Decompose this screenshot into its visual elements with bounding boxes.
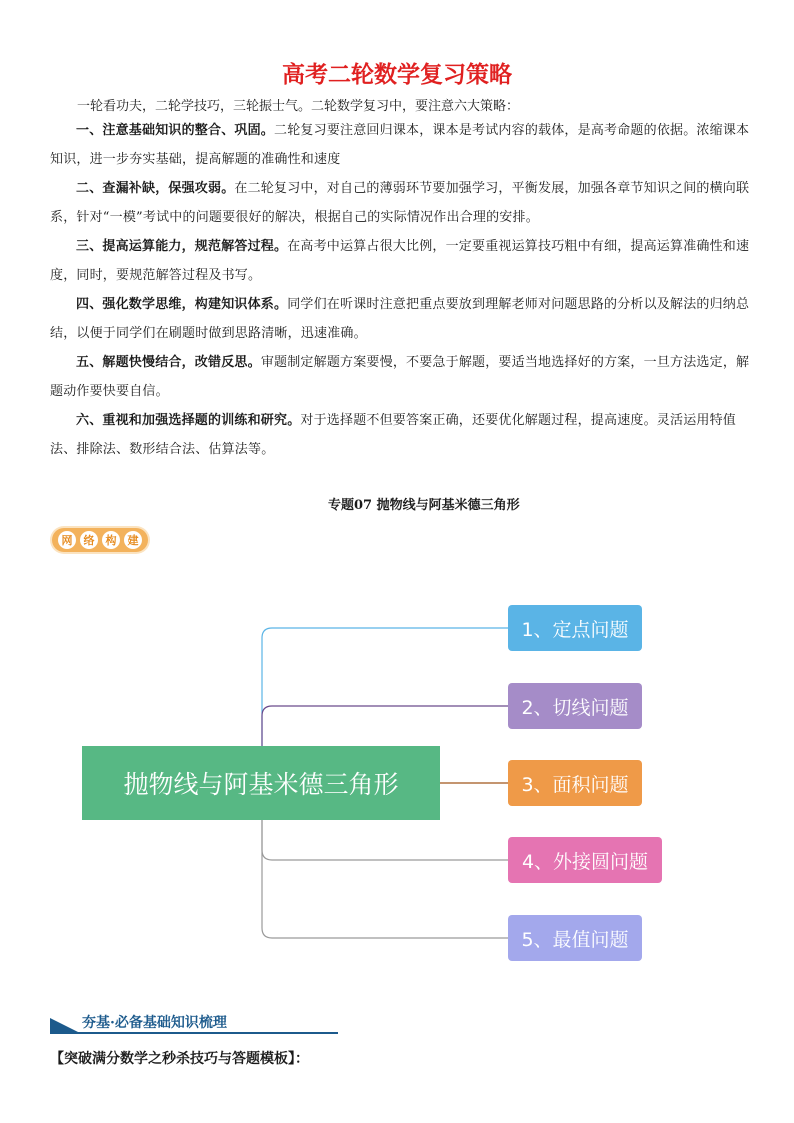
connector-5 — [262, 820, 508, 938]
strategy-1-head: 一、注意基础知识的整合、巩固。 — [76, 123, 275, 138]
section-underline — [50, 1032, 338, 1034]
strategy-5-head: 五、解题快慢结合，改错反思。 — [76, 355, 261, 370]
strategy-4-body: 同学们在听课时注意把重点要放到理解老师对问题思路的分析以及解法的归纳总结，以便于同学们在刷题时做到思路清晰，迅速准确。 — [50, 297, 750, 341]
branch-area: 3、面积问题 — [508, 760, 642, 806]
topic-heading: 专题07 抛物线与阿基米德三角形 — [328, 498, 520, 513]
connector-1 — [262, 628, 508, 746]
branch-tangent: 2、切线问题 — [508, 683, 642, 729]
strategy-1 — [50, 116, 750, 174]
strategy-5-body: 审题制定解题方案要慢，不要急于解题，要适当地选择好的方案，一旦方法选定，解题动作要快要自信。 — [50, 355, 750, 399]
network-build-badge — [52, 528, 148, 552]
strategy-5 — [50, 348, 750, 406]
mindmap-center-node: 抛物线与阿基米德三角形 — [82, 746, 440, 820]
badge-char-4: 建 — [124, 531, 142, 549]
connector-4 — [262, 820, 508, 860]
strategy-2 — [50, 174, 750, 232]
branch-fixed-point: 1、定点问题 — [508, 605, 642, 651]
badge-char-2: 络 — [80, 531, 98, 549]
breakthrough-heading: 【突破满分数学之秒杀技巧与答题模板】： — [50, 1051, 309, 1067]
section-triangle-icon — [50, 1018, 78, 1032]
branch-extremum: 5、最值问题 — [508, 915, 642, 961]
strategy-6-body: 对于选择题不但要答案正确，还要优化解题过程，提高速度。灵活运用特值法、排除法、数形结合法、估算法等。 — [50, 413, 737, 457]
strategy-2-head: 二、查漏补缺，保强攻弱。 — [76, 181, 235, 196]
section-heading: 夯基·必备基础知识梳理 — [82, 1015, 227, 1031]
page-title: 高考二轮数学复习策略 — [282, 61, 512, 88]
strategy-3-head: 三、提高运算能力，规范解答过程。 — [76, 239, 288, 254]
strategy-4-head: 四、强化数学思维，构建知识体系。 — [76, 297, 288, 312]
strategy-6 — [50, 406, 750, 464]
branch-circumcircle: 4、外接圆问题 — [508, 837, 662, 883]
strategy-2-body: 在二轮复习中，对自己的薄弱环节要加强学习，平衡发展，加强各章节知识之间的横向联系，针对“一模”考试中的问题要很好的解决，根据自己的实际情况作出合理的安排。 — [50, 181, 750, 225]
strategy-6-head: 六、重视和加强选择题的训练和研究。 — [76, 413, 301, 428]
connector-2 — [262, 706, 508, 746]
badge-char-1: 网 — [58, 531, 76, 549]
strategy-4 — [50, 290, 750, 348]
strategy-3-body: 在高考中运算占很大比例，一定要重视运算技巧粗中有细，提高运算准确性和速度，同时，要规范解答过程及书写。 — [50, 239, 750, 283]
strategy-1-body: 二轮复习要注意回归课本，课本是考试内容的载体，是高考命题的依据。浓缩课本知识，进一步夯实基础，提高解题的准确性和速度 — [50, 123, 750, 167]
strategy-3 — [50, 232, 750, 290]
section-heading-bar — [50, 1012, 338, 1034]
intro-paragraph: 一轮看功夫，二轮学技巧，三轮振士气。二轮数学复习中，要注意六大策略： — [77, 99, 520, 114]
badge-char-3: 构 — [102, 531, 120, 549]
